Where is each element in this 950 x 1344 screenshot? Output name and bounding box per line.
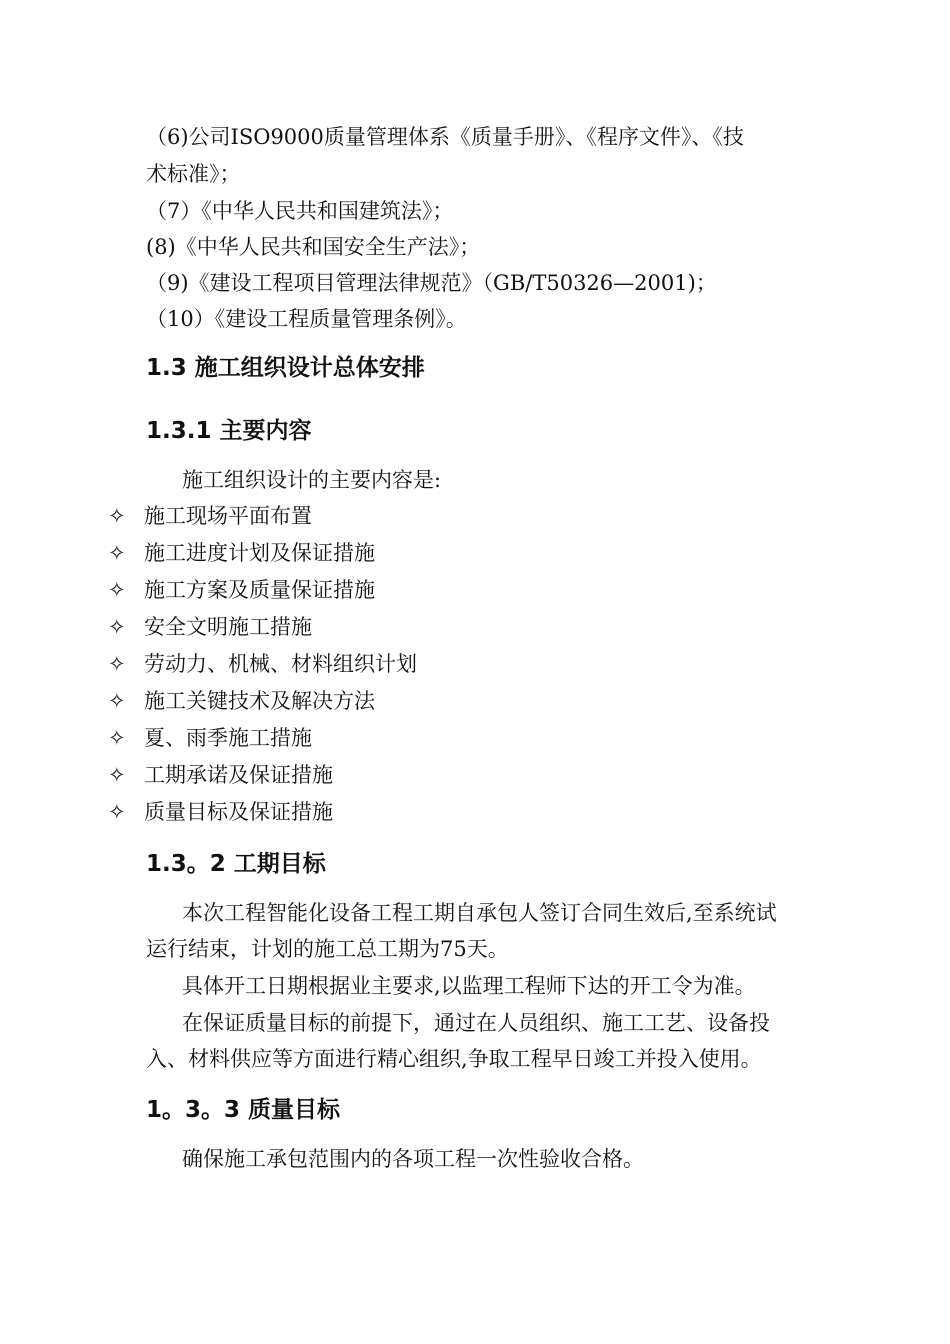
list-item	[108, 723, 312, 753]
list-item-text: 施工现场平面布置	[144, 504, 312, 528]
list-item-text: 安全文明施工措施	[144, 615, 312, 639]
star-bullet-icon: ✧	[108, 578, 126, 602]
list-item	[108, 797, 333, 827]
paragraph-line: 本次工程智能化设备工程工期自承包人签订合同生效后,至系统试	[182, 901, 777, 925]
list-item-text: 劳动力、机械、材料组织计划	[144, 652, 417, 676]
list-item-text: 质量目标及保证措施	[144, 800, 333, 824]
list-item-text: 工期承诺及保证措施	[144, 763, 333, 787]
reference-item-6-continued: 术标准》；	[146, 162, 241, 186]
list-item	[108, 612, 312, 642]
reference-item-9: （9)《建设工程项目管理法律规范》（GB/T50326—2001)；	[146, 271, 717, 295]
star-bullet-icon: ✧	[108, 504, 126, 528]
section-heading-1-3-1: 1.3.1 主要内容	[146, 418, 312, 444]
star-bullet-icon: ✧	[108, 689, 126, 713]
list-item	[108, 686, 375, 716]
list-item-text: 夏、雨季施工措施	[144, 726, 312, 750]
star-bullet-icon: ✧	[108, 615, 126, 639]
section-intro-text: 施工组织设计的主要内容是:	[182, 468, 442, 492]
list-item	[108, 649, 417, 679]
paragraph-line: 运行结束，计划的施工总工期为75天。	[146, 937, 509, 961]
reference-item-6: （6)公司ISO9000质量管理体系《质量手册》、《程序文件》、《技	[146, 125, 744, 149]
section-heading-1-3: 1.3 施工组织设计总体安排	[146, 355, 425, 381]
star-bullet-icon: ✧	[108, 763, 126, 787]
section-heading-1-3-2: 1.3。2 工期目标	[146, 851, 326, 877]
list-item-text: 施工关键技术及解决方法	[144, 689, 375, 713]
list-item	[108, 760, 333, 790]
list-item-text: 施工方案及质量保证措施	[144, 578, 375, 602]
reference-item-10: （10）《建设工程质量管理条例》。	[146, 307, 467, 331]
list-item	[108, 575, 375, 605]
star-bullet-icon: ✧	[108, 541, 126, 565]
reference-item-8: (8)《中华人民共和国安全生产法》；	[146, 235, 481, 259]
star-bullet-icon: ✧	[108, 726, 126, 750]
paragraph-line: 在保证质量目标的前提下，通过在人员组织、施工工艺、设备投	[182, 1011, 770, 1035]
paragraph-line: 具体开工日期根据业主要求,以监理工程师下达的开工令为准。	[182, 974, 756, 998]
star-bullet-icon: ✧	[108, 652, 126, 676]
paragraph-line: 确保施工承包范围内的各项工程一次性验收合格。	[182, 1147, 644, 1171]
paragraph-line: 入、材料供应等方面进行精心组织,争取工程早日竣工并投入使用。	[146, 1047, 762, 1071]
section-heading-1-3-3: 1。3。3 质量目标	[146, 1097, 341, 1123]
star-bullet-icon: ✧	[108, 800, 126, 824]
reference-item-7: （7）《中华人民共和国建筑法》；	[146, 199, 454, 223]
list-item-text: 施工进度计划及保证措施	[144, 541, 375, 565]
list-item	[108, 538, 375, 568]
list-item	[108, 501, 312, 531]
